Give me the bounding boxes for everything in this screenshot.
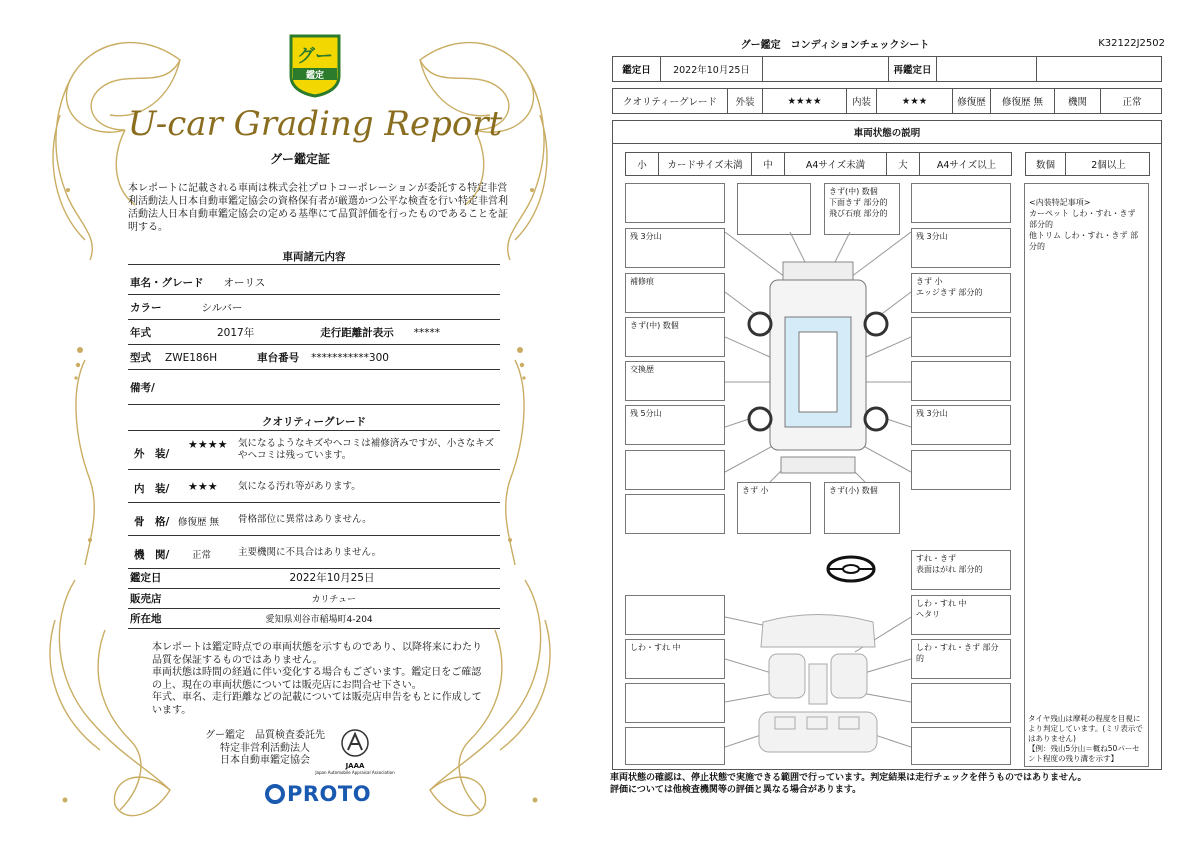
grade-row-exterior — [128, 434, 500, 470]
damage-box-driver-seat: しわ・すれ 中 ヘタリ — [911, 595, 1011, 635]
mileage-label: 走行距離計表示 — [320, 327, 394, 339]
divider — [128, 430, 500, 431]
certificate-intro: 本レポートに記載される車両は株式会社プロトコーポレーションが委託する特定非営利活動法人日本自動車鑑定協会の資格保有者が厳選かつ公平な検査を行い特定非営利活動法人日本自動車鑑定協会の定める基準にて品質評価を行ったものであることを証明する。 — [128, 183, 508, 233]
damage-box — [911, 683, 1011, 723]
mileage-value: ***** — [413, 326, 440, 339]
count-legend — [1025, 152, 1150, 176]
appraisal-date-row — [128, 566, 500, 589]
chassis-label: 車台番号 — [257, 352, 300, 364]
damage-box-rear-left: きず 小 — [737, 482, 811, 534]
damage-box-front-right-tire: 残 3分山 — [911, 228, 1011, 268]
interior-notes: <内装特記事項> カーペット しわ・すれ・きず 部分的 他トリム しわ・すれ・きず 部分的 — [1029, 198, 1139, 251]
grade-value: ★★★★ — [188, 438, 228, 451]
grade-label: 機 関/ — [134, 549, 170, 561]
note-line: 年式、車名、走行距離などの記載については販売店申告をもとに作成しています。 — [152, 692, 482, 716]
reappraisal-label: 再鑑定日 — [889, 57, 937, 81]
dealer-row — [128, 589, 500, 609]
damage-box — [911, 450, 1011, 490]
damage-box-console: しわ・すれ・きず 部分的 — [911, 639, 1011, 679]
damage-box-rear-left-tire: 残 5分山 — [625, 405, 725, 445]
car-exterior-diagram — [725, 232, 911, 482]
legend-count-desc: 2個以上 — [1091, 160, 1126, 171]
damage-box — [625, 183, 725, 223]
year-value: 2017年 — [217, 327, 255, 339]
damage-box-left-front-door: きず(中) 数個 — [625, 317, 725, 357]
chassis-value: ***********300 — [311, 351, 389, 364]
tire-notes: タイヤ残山は摩耗の程度を目視により判定しています。(ミリ表示ではありません) 【例：残山5分山＝概ね50パーセント程度の残り溝を示す】 — [1028, 714, 1143, 763]
location-value: 愛知県刈谷市稲場町4-204 — [265, 615, 373, 625]
year-label: 年式 — [130, 327, 151, 339]
damage-box — [737, 183, 811, 235]
proto-wordmark: PROTO — [287, 782, 372, 806]
damage-box-left-rear-door: 交換歴 — [625, 361, 725, 401]
divider — [128, 264, 500, 265]
damage-box-front-left-tire: 残 3分山 — [625, 228, 725, 268]
model-label: 型式 — [130, 352, 151, 364]
damage-box-right-fender: きず 小 エッジきず 部分的 — [911, 273, 1011, 313]
damage-box — [625, 494, 725, 534]
legend-small: 小 — [626, 153, 659, 175]
name-label: 車名・グレード — [130, 277, 204, 289]
svg-text:グー: グー — [297, 46, 333, 67]
org-line: 特定非営利活動法人 — [220, 742, 310, 754]
goo-appraisal-badge — [287, 32, 343, 98]
car-interior-diagram — [725, 612, 911, 762]
engine-label: 機関 — [1055, 89, 1101, 113]
sheet-title: グー鑑定 コンディションチェックシート — [740, 40, 930, 51]
model-value: ZWE186H — [165, 351, 218, 364]
spec-row-color — [128, 296, 500, 320]
spec-row-year — [128, 321, 500, 345]
grade-label: 骨 格/ — [134, 516, 170, 528]
damage-box — [625, 683, 725, 723]
sheet-code: K32122J2502 — [1098, 38, 1165, 49]
date-value: 2022年10月25日 — [661, 57, 763, 81]
footer-line: 車両状態の確認は、停止状態で実施できる範囲で行っています。判定結果は走行チェックを伴うものではありません。 — [610, 773, 1087, 783]
reappraisal-value — [937, 57, 1037, 81]
legend-count: 数個 — [1026, 153, 1066, 175]
date-row — [612, 56, 1162, 82]
spec-row-model — [128, 346, 500, 370]
grade-description: 気になる汚れ等があります。 — [238, 481, 361, 492]
name-value: オーリス — [223, 277, 266, 289]
report-title: U-car Grading Report — [127, 104, 503, 144]
damage-box-rear-right-tire: 残 3分山 — [911, 405, 1011, 445]
quality-row — [612, 88, 1162, 114]
repair-label: 修復歴 — [953, 89, 991, 113]
exterior-value: ★★★★ — [763, 89, 847, 113]
remarks-label: 備考/ — [130, 382, 155, 394]
jaaa-logo — [315, 728, 395, 775]
damage-box — [911, 361, 1011, 401]
damage-box-left-fender: 補修痕 — [625, 273, 725, 313]
exterior-label: 外装 — [728, 89, 763, 113]
grade-row-engine — [128, 537, 500, 569]
spec-row-name — [128, 271, 500, 295]
grade-label: 外 装/ — [134, 448, 170, 460]
quality-section-title: クオリティーグレード — [262, 416, 366, 428]
grade-description: 骨格部位に異常はありません。 — [238, 514, 372, 525]
badge-text: 鑑定 — [305, 71, 325, 81]
grade-description: 気になるようなキズやヘコミは補修済みですが、小さなキズやヘコミは残っています。 — [238, 438, 495, 461]
dealer-value: カリチュー — [311, 595, 357, 605]
damage-box — [625, 727, 725, 765]
spec-section-title: 車両諸元内容 — [282, 251, 346, 263]
date-label: 鑑定日 — [613, 57, 661, 81]
grade-value: 正常 — [192, 550, 212, 561]
jaaa-emblem-icon — [340, 728, 370, 758]
appraisal-date-value: 2022年10月25日 — [289, 571, 375, 584]
damage-box-passenger-seat: しわ・すれ 中 — [625, 639, 725, 679]
color-label: カラー — [130, 302, 162, 314]
legend-large: 大 — [887, 153, 920, 175]
engine-value: 正常 — [1122, 97, 1142, 108]
note-line: 本レポートは鑑定時点での車両状態を示すものであり、以降将来にわたり品質を保証するものではありません。 — [152, 642, 482, 666]
interior-value: ★★★ — [877, 89, 953, 113]
grade-description: 主要機関に不具合はありません。 — [238, 547, 382, 558]
condition-check-sheet — [610, 32, 1165, 802]
size-legend — [625, 152, 1012, 176]
location-label: 所在地 — [130, 613, 162, 625]
damage-box — [625, 595, 725, 635]
proto-mark-icon — [265, 784, 285, 804]
grade-value: 修復歴 無 — [178, 517, 220, 528]
damage-box — [911, 183, 1011, 223]
certificate-notes — [152, 642, 482, 717]
color-value: シルバー — [201, 302, 243, 314]
grade-row-interior — [128, 471, 500, 503]
legend-large-desc: A4サイズ以上 — [936, 160, 997, 171]
location-row — [128, 609, 500, 629]
dealer-label: 販売店 — [130, 593, 162, 605]
blank-cell — [763, 57, 889, 81]
repair-value: 修復歴 無 — [991, 89, 1055, 113]
damage-box-steering: すれ・きず 表面はがれ 部分的 — [911, 550, 1011, 590]
condition-title: 車両状態の説明 — [612, 120, 1162, 144]
spec-row-remarks — [128, 371, 500, 405]
org-line: 日本自動車鑑定協会 — [220, 755, 310, 766]
footer-line: 評価については他検査機関等の評価と異なる場合があります。 — [610, 785, 862, 795]
interior-notes-box — [1024, 183, 1149, 767]
jaaa-subtitle: Japan Automobile Appraisal Association — [315, 770, 395, 775]
jaaa-text: JAAA — [345, 762, 365, 770]
proto-logo — [265, 782, 371, 806]
note-line: 車両状態は時間の経過に伴い変化する場合もございます。鑑定日をご確認の上、現在の車両状態については販売店にお問合せ下さい。 — [152, 667, 482, 691]
certificate-subtitle: グー鑑定証 — [269, 152, 330, 166]
grading-certificate — [30, 20, 570, 830]
legend-medium: 中 — [752, 153, 785, 175]
damage-box-rear: きず(小) 数個 — [824, 482, 900, 534]
damage-box — [625, 450, 725, 490]
grade-label: 内 装/ — [134, 483, 170, 495]
sheet-footer — [610, 772, 1170, 796]
steering-wheel-icon — [825, 554, 877, 584]
interior-label: 内装 — [847, 89, 877, 113]
quality-label: クオリティーグレード — [613, 89, 728, 113]
grade-row-frame — [128, 504, 500, 536]
damage-box — [911, 727, 1011, 765]
appraisal-date-label: 鑑定日 — [130, 571, 162, 584]
damage-box-front: きず(中) 数個 下面きず 部分的 飛び石痕 部分的 — [824, 183, 900, 235]
grade-value: ★★★ — [188, 480, 218, 493]
legend-medium-desc: A4サイズ未満 — [785, 153, 887, 175]
blank-cell — [1037, 57, 1163, 81]
damage-box — [911, 317, 1011, 357]
org-line: グー鑑定 品質検査委託先 — [205, 730, 325, 741]
legend-small-desc: カードサイズ未満 — [659, 153, 752, 175]
